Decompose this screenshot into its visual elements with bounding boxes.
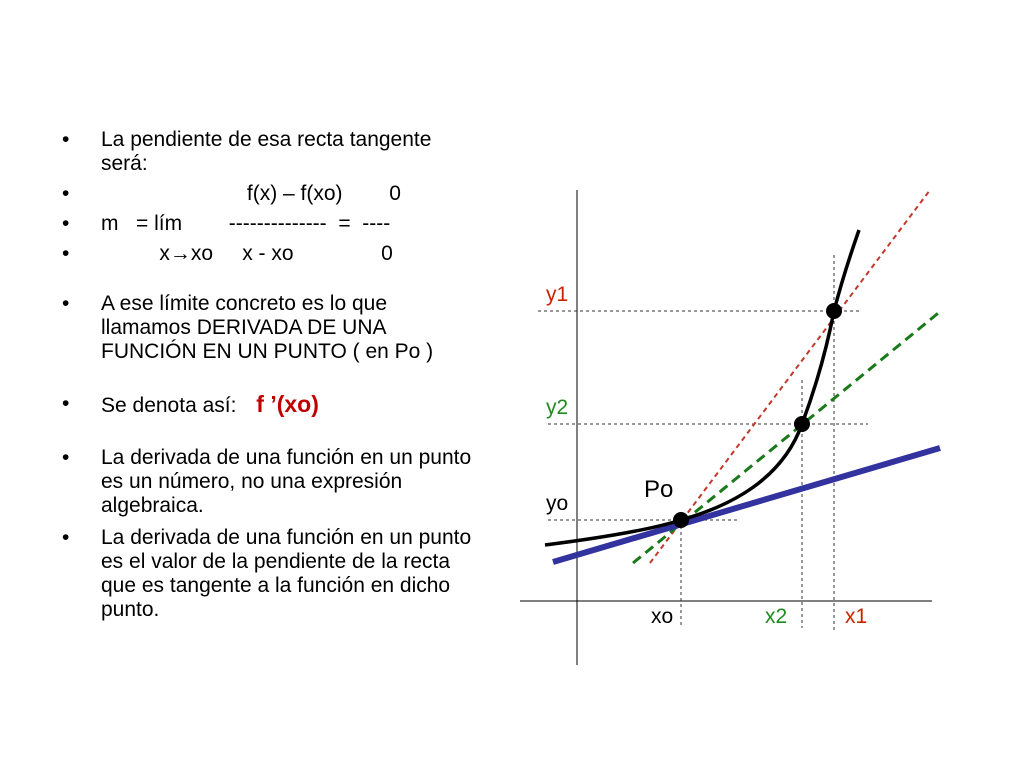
tangent-line xyxy=(553,448,940,562)
function-curve xyxy=(545,230,859,545)
bullet-marker: • xyxy=(62,292,70,315)
label-po: Po xyxy=(644,476,674,503)
notation-label: Se denota así: xyxy=(101,394,237,417)
derivative-notation: f ’(xo) xyxy=(256,391,319,417)
formula-denominator: xo x - xo 0 xyxy=(190,242,393,265)
formula-main: m = lím -------------- = ---- xyxy=(101,212,391,235)
label-y1: y1 xyxy=(546,283,569,306)
formula-limit-var: x xyxy=(101,242,170,265)
bullet-marker: • xyxy=(62,392,70,415)
bullet-text: La derivada de una función en un punto es el valor de la pendiente de la recta que es tangente a la función en dicho punto. xyxy=(101,526,472,621)
point-po xyxy=(673,512,689,528)
bullet-text: La pendiente de esa recta tangente será: xyxy=(101,128,432,175)
bullet-text: A ese límite concreto es lo que llamamos DERIVADA DE UNA FUNCIÓN EN UN PUNTO ( en Po ) xyxy=(101,292,434,363)
label-x2: x2 xyxy=(765,605,788,628)
bullet-marker: • xyxy=(62,212,70,235)
point-x1-y1 xyxy=(826,303,842,319)
secant-line-red xyxy=(650,190,930,563)
label-yo: yo xyxy=(546,492,569,515)
point-x2-y2 xyxy=(794,416,810,432)
bullet-marker: • xyxy=(62,182,70,205)
label-y2: y2 xyxy=(546,396,569,419)
bullet-marker: • xyxy=(62,526,70,549)
bullet-text: La derivada de una función en un punto es un número, no una expresión algebraica. xyxy=(101,446,472,517)
label-x1: x1 xyxy=(845,605,868,628)
bullet-marker: • xyxy=(62,446,70,469)
label-xo: xo xyxy=(651,605,674,628)
formula-numerator: f(x) – f(xo) 0 xyxy=(101,182,401,205)
bullet-marker: • xyxy=(62,128,70,151)
bullet-marker: • xyxy=(62,242,70,265)
right-arrow-icon: → xyxy=(169,242,191,265)
